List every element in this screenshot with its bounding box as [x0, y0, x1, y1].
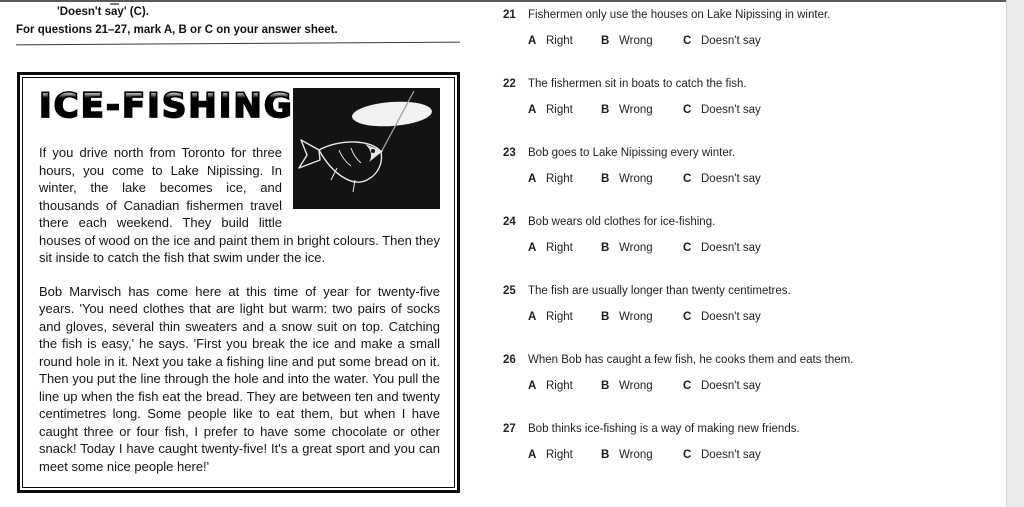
article-paragraph-2: Bob Marvisch has come here at this time of year for twenty-five years. 'You need clothes that are light but warm: two pairs of socks and gloves, several thin sweaters and a snow suit on top. Catching the fish is easy,' he says. 'First you break the ice and make a small round hole in it. Next you take a fishing line and put some bread on it. Then you put the line through the hole and into the water. You pull the line up when the fish eat the bread. They are between ten and twenty centimetres long. Some people like to eat them, but when I have caught three or four fish, I prefer to have some chocolate or other snack! Today I have caught twenty-five! It's a great sport and you can meet some nice people here!': [39, 283, 440, 474]
option-label: Wrong: [619, 380, 653, 392]
article-box-inner: [22, 77, 455, 488]
answer-options-row: [528, 103, 1000, 117]
answer-options-row: [528, 448, 1000, 462]
option-doesnt-say: [683, 310, 761, 324]
option-right: [528, 241, 601, 255]
question-text: When Bob has caught a few fish, he cooks them and eats them.: [528, 354, 854, 366]
question-number: 23: [503, 147, 516, 159]
option-letter: C: [683, 242, 692, 254]
option-doesnt-say: [683, 241, 761, 255]
question-row: [503, 422, 1000, 436]
question-row: [503, 215, 1000, 229]
option-letter: C: [683, 104, 692, 116]
question-text: Bob thinks ice-fishing is a way of making new friends.: [528, 423, 800, 435]
option-label: Doesn't say: [701, 104, 761, 116]
question-24: [503, 215, 1000, 255]
option-label: Doesn't say: [701, 449, 761, 461]
question-23: [503, 146, 1000, 186]
option-letter: C: [683, 311, 692, 323]
answer-options-row: [528, 172, 1000, 186]
questions-panel: [495, 0, 1000, 491]
question-26: [503, 353, 1000, 393]
option-label: Right: [546, 311, 573, 323]
question-text: The fish are usually longer than twenty centimetres.: [528, 285, 791, 297]
option-label: Doesn't say: [701, 311, 761, 323]
option-label: Right: [546, 242, 573, 254]
option-right: [528, 379, 601, 393]
question-number: 24: [503, 216, 516, 228]
option-label: Wrong: [619, 35, 653, 47]
option-letter: A: [528, 242, 537, 254]
option-wrong: [601, 310, 683, 324]
option-letter: A: [528, 35, 537, 47]
option-wrong: [601, 103, 683, 117]
option-letter: A: [528, 449, 537, 461]
option-label: Wrong: [619, 104, 653, 116]
article-paragraph-1: If you drive north from Toronto for three hours, you come to Lake Nipissing. In winter, the lake becomes ice, and thousands of Canadian fishermen travel there each weekend. They build little houses of wood on the ice and paint them in bright colours. Then they sit inside to catch the fish that swim under the ice.: [39, 145, 440, 265]
option-letter: B: [601, 104, 610, 116]
option-label: Right: [546, 449, 573, 461]
instruction-line-2: For questions 21–27, mark A, B or C on your answer sheet.: [16, 24, 338, 36]
answer-options-row: [528, 241, 1000, 255]
option-label: Right: [546, 104, 573, 116]
option-doesnt-say: [683, 103, 761, 117]
question-row: [503, 77, 1000, 91]
option-label: Right: [546, 35, 573, 47]
option-doesnt-say: [683, 172, 761, 186]
option-doesnt-say: [683, 448, 761, 462]
question-number: 21: [503, 9, 516, 21]
option-right: [528, 172, 601, 186]
answer-options-row: [528, 379, 1000, 393]
option-label: Doesn't say: [701, 242, 761, 254]
question-row: [503, 8, 1000, 22]
option-letter: B: [601, 380, 610, 392]
question-row: [503, 146, 1000, 160]
option-right: [528, 103, 601, 117]
page-right-margin: [1006, 0, 1024, 507]
option-wrong: [601, 448, 683, 462]
option-letter: B: [601, 311, 610, 323]
option-wrong: [601, 34, 683, 48]
question-number: 27: [503, 423, 516, 435]
option-label: Wrong: [619, 242, 653, 254]
option-label: Right: [546, 380, 573, 392]
option-right: [528, 310, 601, 324]
question-27: [503, 422, 1000, 462]
instructions-header: [16, 5, 460, 44]
option-doesnt-say: [683, 34, 761, 48]
option-letter: C: [683, 380, 692, 392]
option-right: [528, 448, 601, 462]
option-wrong: [601, 241, 683, 255]
option-letter: C: [683, 35, 692, 47]
option-letter: A: [528, 173, 537, 185]
fish-under-ice-hole-illustration: [293, 88, 440, 209]
option-label: Wrong: [619, 311, 653, 323]
question-21: [503, 8, 1000, 48]
option-label: Doesn't say: [701, 380, 761, 392]
option-letter: A: [528, 311, 537, 323]
question-text: Bob goes to Lake Nipissing every winter.: [528, 147, 736, 159]
question-row: [503, 284, 1000, 298]
question-text: The fishermen sit in boats to catch the fish.: [528, 78, 747, 90]
article-box: [17, 72, 460, 493]
option-letter: B: [601, 242, 610, 254]
instruction-line-1: 'Doesn't say' (C).: [57, 6, 149, 18]
option-wrong: [601, 172, 683, 186]
answer-options-row: [528, 34, 1000, 48]
question-text: Bob wears old clothes for ice-fishing.: [528, 216, 716, 228]
option-label: Doesn't say: [701, 35, 761, 47]
question-number: 25: [503, 285, 516, 297]
question-25: [503, 284, 1000, 324]
question-number: 26: [503, 354, 516, 366]
option-right: [528, 34, 601, 48]
question-text: Fishermen only use the houses on Lake Nipissing in winter.: [528, 9, 831, 21]
option-letter: C: [683, 449, 692, 461]
option-label: Wrong: [619, 173, 653, 185]
question-22: [503, 77, 1000, 117]
option-letter: B: [601, 35, 610, 47]
question-number: 22: [503, 78, 516, 90]
option-doesnt-say: [683, 379, 761, 393]
header-divider: [16, 42, 460, 46]
option-letter: B: [601, 449, 610, 461]
question-row: [503, 353, 1000, 367]
option-letter: A: [528, 380, 537, 392]
option-label: Wrong: [619, 449, 653, 461]
option-letter: B: [601, 173, 610, 185]
option-letter: C: [683, 173, 692, 185]
option-label: Right: [546, 173, 573, 185]
option-letter: A: [528, 104, 537, 116]
answer-options-row: [528, 310, 1000, 324]
article-title: ICE-FISHING: [39, 86, 440, 126]
option-wrong: [601, 379, 683, 393]
option-label: Doesn't say: [701, 173, 761, 185]
